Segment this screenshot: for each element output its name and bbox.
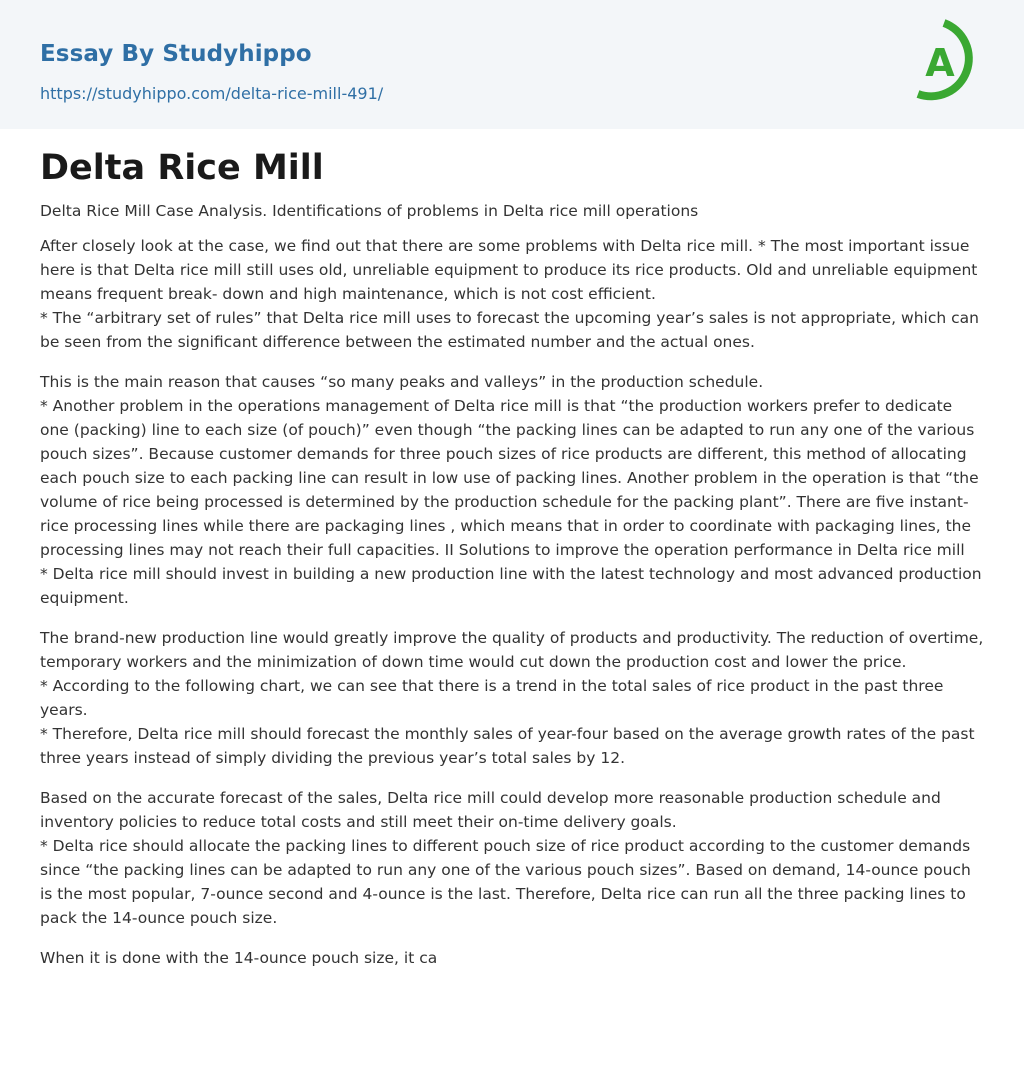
paragraph-line: After closely look at the case, we find out that there are some problems with Delta rice mill. * The most important issue here is that Delta rice mill still uses old, unreliable equipment to produce its rice products. Old and unreliable equipment means frequent break- down and high maintenance, which is not cost efficient.	[40, 237, 978, 303]
brand-title[interactable]: Essay By Studyhippo	[40, 41, 312, 67]
paragraph-line: * The “arbitrary set of rules” that Delta rice mill uses to forecast the upcoming year’s sales is not appropriate, which can be seen from the significant difference between the estimated number and the actual ones.	[40, 309, 979, 351]
paragraph	[40, 234, 984, 354]
article-body	[40, 234, 984, 986]
paragraph-line: * Therefore, Delta rice mill should forecast the monthly sales of year-four based on the average growth rates of the past three years instead of simply dividing the previous year’s total sales by 12.	[40, 725, 975, 767]
paragraph-line: * Another problem in the operations management of Delta rice mill is that “the production workers prefer to dedicate one (packing) line to each size (of pouch)” even though “the packing lines can be adapted to run any one of the various pouch sizes”. Because customer demands for three pouch sizes of rice products are different, this method of allocating each pouch size to each packing line can result in low use of packing lines. Another problem in the operation is that “the volume of rice being processed is determined by the production schedule for the packing plant”. There are five instant-rice processing lines while there are packaging lines , which means that in order to coordinate with packaging lines, the processing lines may not reach their full capacities. II Solutions to improve the operation performance in Delta rice mill	[40, 397, 979, 559]
article-lead: Delta Rice Mill Case Analysis. Identifications of problems in Delta rice mill operations	[40, 202, 699, 220]
paragraph-line: * According to the following chart, we can see that there is a trend in the total sales of rice product in the past three years.	[40, 677, 944, 719]
paragraph	[40, 626, 984, 770]
page-title: Delta Rice Mill	[40, 148, 324, 188]
paragraph-line: When it is done with the 14-ounce pouch size, it ca	[40, 949, 438, 967]
paragraph-line: * Delta rice should allocate the packing lines to different pouch size of rice product according to the customer demands since “the packing lines can be adapted to run any one of the various pouch sizes”. Based on demand, 14-ounce pouch is the most popular, 7-ounce second and 4-ounce is the last. Therefore, Delta rice can run all the three packing lines to pack the 14-ounce pouch size.	[40, 837, 971, 927]
source-url-link[interactable]: https://studyhippo.com/delta-rice-mill-491/	[40, 84, 384, 103]
paragraph	[40, 946, 984, 970]
studyhippo-logo-icon[interactable]	[910, 18, 988, 106]
paragraph-line: The brand-new production line would greatly improve the quality of products and productivity. The reduction of overtime, temporary workers and the minimization of down time would cut down the production cost and lower the price.	[40, 629, 984, 671]
paragraph-line: * Delta rice mill should invest in building a new production line with the latest technology and most advanced production equipment.	[40, 565, 982, 607]
paragraph-line: This is the main reason that causes “so many peaks and valleys” in the production schedule.	[40, 373, 764, 391]
logo-letter: A	[925, 41, 955, 85]
paragraph	[40, 370, 984, 610]
paragraph	[40, 786, 984, 930]
paragraph-line: Based on the accurate forecast of the sales, Delta rice mill could develop more reasonable production schedule and inventory policies to reduce total costs and still meet their on-time delivery goals.	[40, 789, 941, 831]
